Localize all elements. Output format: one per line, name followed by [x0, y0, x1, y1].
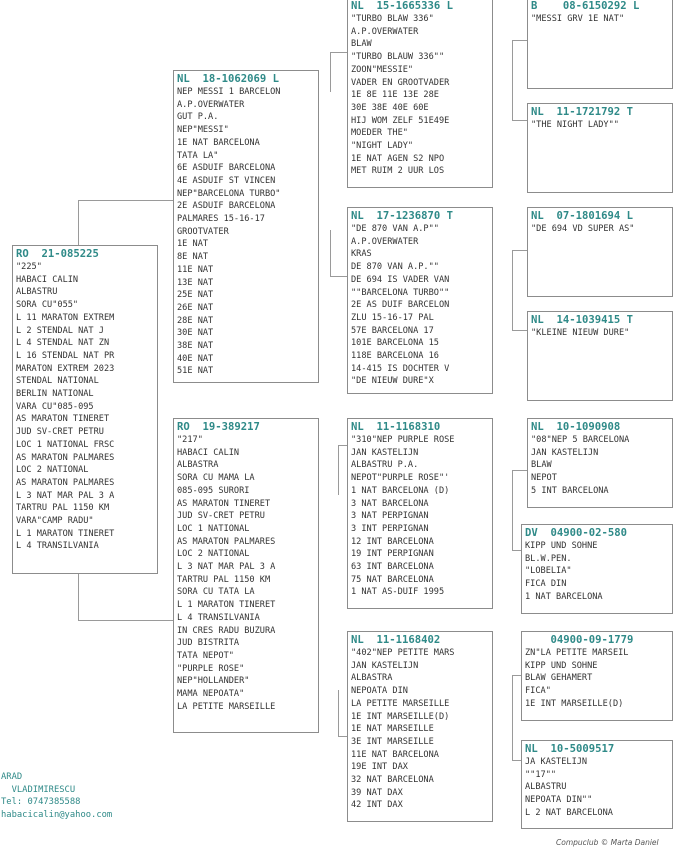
pedigree-line: BLAW: [531, 460, 552, 471]
dds-lines: [525, 647, 669, 711]
sss-lines: [531, 13, 669, 26]
pedigree-line: "NIGHT LADY": [351, 141, 414, 152]
connector: [338, 445, 339, 495]
pedigree-line: 39 NAT DAX: [351, 787, 403, 798]
pedigree-line: "PURPLE ROSE": [177, 663, 245, 674]
pedigree-line: PALMARES 15-16-17: [177, 214, 265, 225]
pedigree-line: TATA LA": [177, 150, 219, 161]
pedigree-line: DE 694 IS VADER VAN: [351, 274, 450, 285]
pedigree-sss-box: [527, 0, 673, 89]
pedigree-line: "DE 870 VAN A.P"": [351, 224, 439, 234]
ssd-lines: [531, 119, 669, 132]
pedigree-line: L 4 TRANSILVANIA: [177, 612, 260, 623]
pedigree-line: ALBASTRU P.A.: [351, 460, 419, 471]
pedigree-line: 32 NAT BARCELONA: [351, 775, 434, 786]
pedigree-line: SORA CU MAMA LA: [177, 473, 255, 484]
pedigree-line: "THE NIGHT LADY"": [531, 120, 619, 130]
pedigree-line: 13E NAT: [177, 277, 214, 288]
pedigree-dds-box: [521, 631, 673, 721]
pedigree-line: ALBASTRU: [525, 782, 567, 793]
pedigree-line: L 11 MARATON EXTREM: [16, 312, 115, 323]
pedigree-line: BL.W.PEN.: [525, 553, 572, 564]
pedigree-line: VARA CU"085-095: [16, 401, 94, 412]
ring-number: NL 07-1801694 L: [531, 210, 634, 222]
pedigree-dss-box: [527, 418, 673, 508]
connector: [330, 52, 331, 92]
pedigree-line: "LOBELIA": [525, 566, 572, 577]
pedigree-line: JAN KASTELIJN: [351, 447, 419, 458]
pedigree-line: MOEDER THE": [351, 128, 408, 139]
pedigree-line: AS MARATON PALMARES: [177, 536, 276, 547]
ds-lines: [351, 434, 489, 599]
pedigree-line: 40E NAT: [177, 353, 214, 364]
pedigree-line: L 4 TRANSILVANIA: [16, 541, 99, 552]
pedigree-main-box: [12, 245, 158, 574]
pedigree-line: 1 NAT AS-DUIF 1995: [351, 587, 445, 598]
ring-number: NL 11-1168402: [351, 634, 441, 646]
pedigree-line: 11E NAT: [177, 264, 214, 275]
pedigree-line: "TURBO BLAW 336": [351, 14, 434, 24]
pedigree-line: AS MARATON TINERET: [16, 414, 110, 425]
pedigree-line: "DE NIEUW DURE"X: [351, 376, 434, 387]
contact-phone: Tel: 0747385588: [1, 797, 81, 807]
connector: [512, 40, 513, 120]
pedigree-line: 57E BARCELONA 17: [351, 325, 434, 336]
pedigree-line: TARTRU PAL 1150 KM: [177, 574, 271, 585]
pedigree-line: KRAS: [351, 249, 372, 260]
sdd-lines: [531, 327, 669, 340]
connector: [330, 276, 348, 277]
pedigree-line: 4E ASDUIF ST VINCEN: [177, 175, 276, 186]
breeder-contact: [1, 771, 112, 821]
pedigree-dsd-box: [521, 524, 673, 614]
connector: [78, 620, 174, 621]
ring-number: B 08-6150292 L: [531, 0, 640, 12]
pedigree-line: 42 INT DAX: [351, 800, 403, 811]
pedigree-line: "402"NEP PETITE MARS: [351, 648, 455, 658]
pedigree-line: 8E NAT: [177, 252, 209, 263]
pedigree-line: "310"NEP PURPLE ROSE: [351, 435, 455, 445]
ring-number: NL 18-1062069 L: [177, 73, 280, 85]
pedigree-line: ""BARCELONA TURBO"": [351, 287, 450, 298]
pedigree-line: L 2 STENDAL NAT J: [16, 325, 104, 336]
pedigree-line: NEPOATA DIN: [351, 686, 408, 697]
pedigree-line: 3E INT MARSEILLE: [351, 736, 434, 747]
ring-number: NL 10-5009517: [525, 743, 615, 755]
pedigree-line: ZN"LA PETITE MARSEIL: [525, 648, 629, 658]
pedigree-sire-sire-box: [347, 0, 493, 188]
pedigree-line: L 3 NAT MAR PAL 3 A: [177, 562, 276, 573]
pedigree-line: BLAW: [351, 39, 372, 50]
pedigree-line: SORA CU"055": [16, 300, 79, 311]
pedigree-line: 118E BARCELONA 16: [351, 351, 439, 362]
pedigree-line: MARATON EXTREM 2023: [16, 363, 115, 374]
pedigree-line: 3 NAT PERPIGNAN: [351, 511, 429, 522]
pedigree-sds-box: [527, 207, 673, 297]
footer-credit: Compuclub © Marta Daniel: [556, 838, 659, 847]
pedigree-line: L 16 STENDAL NAT PR: [16, 350, 115, 361]
connector: [512, 250, 513, 330]
pedigree-line: 28E NAT: [177, 315, 214, 326]
connector: [338, 690, 339, 736]
pedigree-line: 3 NAT BARCELONA: [351, 498, 429, 509]
pedigree-line: 1E NAT BARCELONA: [177, 137, 260, 148]
pedigree-line: FICA": [525, 686, 551, 697]
pedigree-line: MAMA NEPOATA": [177, 689, 245, 700]
connector: [512, 330, 527, 331]
pedigree-line: STENDAL NATIONAL: [16, 376, 99, 387]
connector: [512, 250, 527, 251]
pedigree-line: 38E NAT: [177, 341, 214, 352]
pedigree-line: A.P.OVERWATER: [351, 236, 419, 247]
pedigree-line: 19 INT PERPIGNAN: [351, 549, 434, 560]
ring-number: NL 11-1168310: [351, 421, 441, 433]
pedigree-line: LA PETITE MARSEILLE: [177, 701, 276, 712]
pedigree-ssd-box: [527, 103, 673, 193]
pedigree-line: JUD SV-CRET PETRU: [16, 427, 104, 438]
pedigree-line: 6E ASDUIF BARCELONA: [177, 163, 276, 174]
ddd-lines: [525, 756, 669, 820]
pedigree-line: TARTRU PAL 1150 KM: [16, 503, 110, 514]
pedigree-line: AS MARATON PALMARES: [16, 477, 115, 488]
ring-number: NL 10-1090908: [531, 421, 621, 433]
dd-lines: [351, 647, 489, 812]
pedigree-line: 1E 8E 11E 13E 28E: [351, 90, 439, 101]
pedigree-line: "225": [16, 262, 42, 272]
pedigree-line: NEP"BARCELONA TURBO": [177, 188, 281, 199]
pedigree-line: DE 870 VAN A.P."": [351, 262, 439, 273]
pedigree-line: NEPOT"PURPLE ROSE"': [351, 473, 450, 484]
pedigree-line: JAN KASTELIJN: [531, 447, 599, 458]
ring-number: RO 19-389217: [177, 421, 260, 433]
pedigree-line: NEP MESSI 1 BARCELON: [177, 87, 281, 97]
connector: [512, 470, 513, 550]
pedigree-line: ZLU 15-16-17 PAL: [351, 312, 434, 323]
connector: [78, 200, 79, 248]
pedigree-line: A.P.OVERWATER: [177, 99, 245, 110]
pedigree-line: ALBASTRA: [177, 460, 219, 471]
pedigree-line: BERLIN NATIONAL: [16, 389, 94, 400]
pedigree-line: IN CRES RADU BUZURA: [177, 625, 276, 636]
pedigree-line: LOC 2 NATIONAL: [16, 465, 89, 476]
pedigree-line: 51E NAT: [177, 366, 214, 377]
ring-number: NL 15-1665336 L: [351, 0, 454, 12]
pedigree-line: ZOON"MESSIE": [351, 64, 414, 75]
pedigree-line: 26E NAT: [177, 302, 214, 313]
pedigree-line: JAN KASTELIJN: [351, 660, 419, 671]
sire-lines: [177, 86, 315, 378]
pedigree-line: GROOTVATER: [177, 226, 229, 237]
pedigree-line: 12 INT BARCELONA: [351, 536, 434, 547]
connector: [512, 40, 527, 41]
pedigree-line: 19E INT DAX: [351, 762, 408, 773]
pedigree-line: 085-095 SURORI: [177, 485, 250, 496]
pedigree-line: SORA CU TATA LA: [177, 587, 255, 598]
pedigree-line: "DE 694 VD SUPER AS": [531, 224, 635, 234]
connector: [78, 573, 79, 620]
pedigree-line: FICA DIN: [525, 579, 567, 590]
pedigree-line: A.P.OVERWATER: [351, 26, 419, 37]
dss-lines: [531, 434, 669, 498]
pedigree-dam-sire-box: [347, 418, 493, 609]
pedigree-line: ALBASTRU: [16, 287, 58, 298]
connector: [512, 470, 527, 471]
connector: [512, 120, 527, 121]
pedigree-line: "KLEINE NIEUW DURE": [531, 328, 630, 338]
pedigree-line: "217": [177, 435, 203, 445]
pedigree-ddd-box: [521, 740, 673, 829]
pedigree-line: "08"NEP 5 BARCELONA: [531, 435, 630, 445]
pedigree-line: L 4 STENDAL NAT ZN: [16, 338, 110, 349]
ss-lines: [351, 13, 489, 178]
pedigree-line: 1E INT MARSEILLE(D): [351, 711, 450, 722]
ring-number: 04900-09-1779: [525, 634, 634, 646]
pedigree-line: 5 INT BARCELONA: [531, 485, 609, 496]
contact-email[interactable]: habacicalin@yahoo.com: [1, 809, 113, 820]
pedigree-line: AS MARATON PALMARES: [16, 452, 115, 463]
pedigree-line: MET RUIM 2 UUR LOS: [351, 166, 445, 177]
ring-number: DV 04900-02-580: [525, 527, 628, 539]
pedigree-line: AS MARATON TINERET: [177, 498, 271, 509]
pedigree-dam-dam-box: [347, 631, 493, 822]
connector: [330, 230, 331, 276]
pedigree-line: HIJ WOM ZELF 51E49E: [351, 115, 450, 126]
pedigree-line: VARA"CAMP RADU": [16, 516, 94, 527]
pedigree-line: BLAW GEHAMERT: [525, 673, 593, 684]
pedigree-line: 1 NAT BARCELONA: [525, 591, 603, 602]
pedigree-line: HABACI CALIN: [16, 274, 79, 285]
main-lines: [16, 261, 154, 553]
pedigree-line: LOC 2 NATIONAL: [177, 549, 250, 560]
ring-number: NL 11-1721792 T: [531, 106, 634, 118]
pedigree-sire-box: [173, 70, 319, 383]
pedigree-line: "TURBO BLAUW 336"": [351, 52, 445, 63]
ring-number: NL 14-1039415 T: [531, 314, 634, 326]
pedigree-line: JUD BISTRITA: [177, 638, 240, 649]
pedigree-line: 75 NAT BARCELONA: [351, 574, 434, 585]
contact-name: VLADIMIRESCU: [1, 784, 76, 795]
pedigree-line: L 1 MARATON TINERET: [16, 528, 115, 539]
pedigree-line: 3 INT PERPIGNAN: [351, 523, 429, 534]
pedigree-line: 1 NAT BARCELONA (D): [351, 485, 450, 496]
pedigree-line: 2E AS DUIF BARCELON: [351, 300, 450, 311]
pedigree-line: ""17"": [525, 769, 557, 780]
sds-lines: [531, 223, 669, 236]
pedigree-line: NEPOATA DIN"": [525, 795, 593, 806]
connector: [330, 52, 348, 53]
pedigree-line: VADER EN GROOTVADER: [351, 77, 450, 88]
pedigree-line: TATA NEPOT": [177, 650, 234, 661]
connector: [78, 200, 174, 201]
pedigree-line: LA PETITE MARSEILLE: [351, 698, 450, 709]
pedigree-dam-box: [173, 418, 319, 733]
pedigree-line: 30E 38E 40E 60E: [351, 102, 429, 113]
ring-number: RO 21-085225: [16, 248, 99, 260]
pedigree-line: 1E NAT MARSEILLE: [351, 724, 434, 735]
pedigree-line: 1E NAT: [177, 239, 209, 250]
pedigree-line: 1E NAT AGEN S2 NPO: [351, 153, 445, 164]
pedigree-line: 30E NAT: [177, 328, 214, 339]
pedigree-line: KIPP UND SOHNE: [525, 541, 598, 551]
sd-lines: [351, 223, 489, 388]
pedigree-line: 25E NAT: [177, 290, 214, 301]
dsd-lines: [525, 540, 669, 604]
pedigree-line: L 1 MARATON TINERET: [177, 600, 276, 611]
pedigree-sdd-box: [527, 311, 673, 401]
pedigree-line: NEPOT: [531, 473, 557, 484]
pedigree-line: 14-415 IS DOCHTER V: [351, 363, 450, 374]
pedigree-line: HABACI CALIN: [177, 447, 240, 458]
connector: [512, 675, 513, 760]
pedigree-line: GUT P.A.: [177, 112, 219, 123]
pedigree-line: NEP"MESSI": [177, 125, 229, 136]
ring-number: NL 17-1236870 T: [351, 210, 454, 222]
pedigree-line: JUD SV-CRET PETRU: [177, 511, 265, 522]
pedigree-line: L 2 NAT BARCELONA: [525, 807, 613, 818]
pedigree-line: 1E INT MARSEILLE(D): [525, 698, 624, 709]
pedigree-line: L 3 NAT MAR PAL 3 A: [16, 490, 115, 501]
pedigree-line: LOC 1 NATIONAL FRSC: [16, 439, 115, 450]
pedigree-line: "MESSI GRV 1E NAT": [531, 14, 625, 24]
dam-lines: [177, 434, 315, 713]
pedigree-line: 2E ASDUIF BARCELONA: [177, 201, 276, 212]
pedigree-line: ALBASTRA: [351, 673, 393, 684]
contact-city: ARAD: [1, 772, 23, 782]
pedigree-line: NEP"HOLLANDER": [177, 676, 250, 687]
pedigree-sire-dam-box: [347, 207, 493, 394]
pedigree-line: JA KASTELIJN: [525, 757, 588, 767]
pedigree-line: 101E BARCELONA 15: [351, 338, 439, 349]
pedigree-line: LOC 1 NATIONAL: [177, 523, 250, 534]
pedigree-line: 63 INT BARCELONA: [351, 562, 434, 573]
pedigree-line: KIPP UND SOHNE: [525, 660, 598, 671]
pedigree-line: 11E NAT BARCELONA: [351, 749, 439, 760]
